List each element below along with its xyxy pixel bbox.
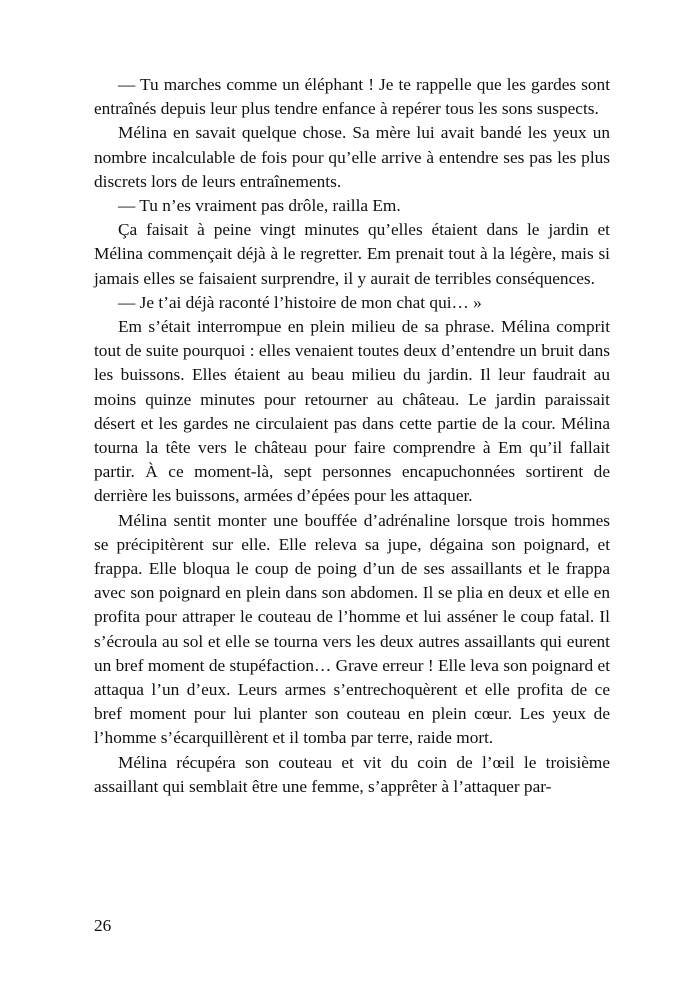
paragraph: Ça faisait à peine vingt minutes qu’elles étaient dans le jardin et Mélina commençait déjà à le regretter. Em prenait tout à la légère, mais si jamais elles se faisaient surprendre, il y aurait de terribles conséquences. xyxy=(94,220,610,288)
paragraph: — Je t’ai déjà raconté l’histoire de mon chat qui… » xyxy=(118,292,482,312)
paragraph: Mélina en savait quelque chose. Sa mère lui avait bandé les yeux un nombre incalculable de fois pour qu’elle arrive à entendre ses pas les plus discrets lors de leurs entraînements. xyxy=(94,123,610,191)
paragraph: Mélina sentit monter une bouffée d’adrénaline lorsque trois hommes se précipitèrent sur elle. Elle releva sa jupe, dégaina son poignard, et frappa. Elle bloqua le coup de poing d’un de ses assaillants et le frappa avec son poignard en plein dans son abdomen. Il se plia en deux et elle en profita pour attraper le couteau de l’homme et lui asséner le coup fatal. Il s’écroula au sol et elle se tourna vers les deux autres assaillants qui eurent un bref moment de stupéfaction… Grave erreur ! Elle leva son poignard et attaqua l’un d’eux. Leurs armes s’entrechoquèrent et elle profita de ce bref moment pour lui planter son couteau en plein cœur. Les yeux de l’homme s’écarquillèrent et il tomba par terre, raide mort. xyxy=(94,510,610,748)
paragraph: — Tu n’es vraiment pas drôle, railla Em. xyxy=(118,196,401,216)
paragraph: Em s’était interrompue en plein milieu de sa phrase. Mélina comprit tout de suite pourquoi : elles venaient toutes deux d’entendre un bruit dans les buissons. Elles étaient au beau milieu du jardin. Il leur faudrait au moins quinze minutes pour retourner au château. Le jardin paraissait désert et les gardes ne circulaient pas dans cette partie de la cour. Mélina tourna la tête vers le château pour faire comprendre à Em qu’il fallait partir. À ce moment-là, sept personnes encapuchonnées sortirent de derrière les buissons, armées d’épées pour les attaquer. xyxy=(94,317,610,506)
paragraph: — Tu marches comme un éléphant ! Je te rappelle que les gardes sont entraînés depuis leur plus tendre enfance à repérer tous les sons suspects. xyxy=(94,75,610,119)
page-body xyxy=(94,73,610,799)
paragraph: Mélina récupéra son couteau et vit du coin de l’œil le troisième assaillant qui semblait être une femme, s’apprêter à l’attaquer par- xyxy=(94,752,610,796)
page-number: 26 xyxy=(94,916,112,935)
